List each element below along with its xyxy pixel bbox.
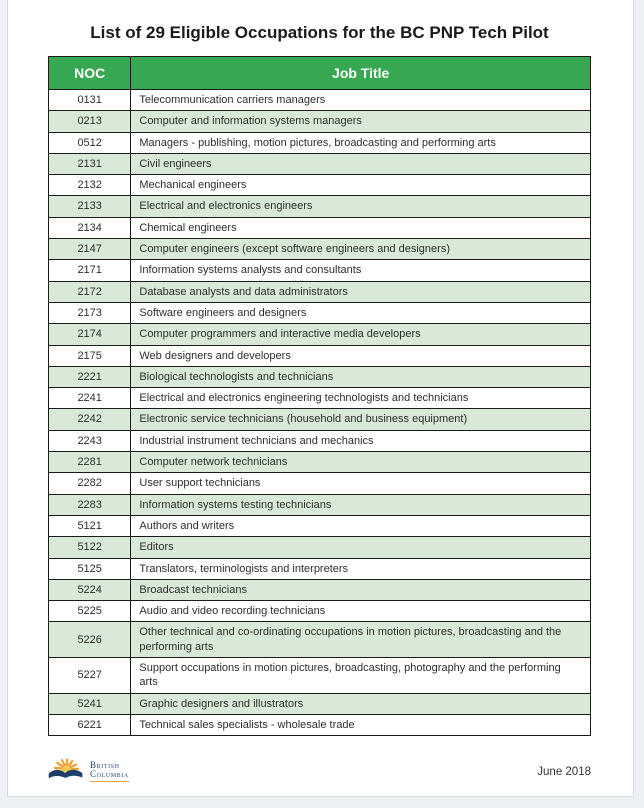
job-title-cell: Web designers and developers (131, 345, 591, 366)
bc-sunrise-logo-icon (46, 755, 86, 788)
page-title: List of 29 Eligible Occupations for the BC PNP Tech Pilot (90, 23, 549, 42)
logo-word-british: British (90, 759, 120, 770)
table-row (49, 111, 591, 132)
job-title-cell: Translators, terminologists and interpreters (131, 558, 591, 579)
header-row (49, 57, 591, 90)
noc-cell: 2175 (49, 345, 131, 366)
job-title-cell: Industrial instrument technicians and mechanics (131, 430, 591, 451)
table-row (49, 601, 591, 622)
noc-cell: 5224 (49, 579, 131, 600)
noc-cell: 5225 (49, 601, 131, 622)
table-row (49, 658, 591, 694)
noc-cell: 2283 (49, 494, 131, 515)
noc-cell: 5125 (49, 558, 131, 579)
noc-cell: 5227 (49, 658, 131, 694)
noc-cell: 2174 (49, 324, 131, 345)
occupations-table (48, 56, 591, 736)
job-title-cell: Civil engineers (131, 153, 591, 174)
noc-cell: 0213 (49, 111, 131, 132)
noc-cell: 5226 (49, 622, 131, 658)
job-title-cell: Chemical engineers (131, 217, 591, 238)
job-title-cell: Electrical and electronics engineers (131, 196, 591, 217)
table-row (49, 132, 591, 153)
bc-government-logo (46, 755, 129, 788)
table-row (49, 239, 591, 260)
noc-cell: 2281 (49, 452, 131, 473)
job-title-cell: Computer and information systems managers (131, 111, 591, 132)
table-row (49, 473, 591, 494)
table-row (49, 90, 591, 111)
document-page (7, 0, 634, 797)
job-title-cell: User support technicians (131, 473, 591, 494)
table-row (49, 558, 591, 579)
table-row (49, 196, 591, 217)
job-title-cell: Information systems analysts and consultants (131, 260, 591, 281)
table-row (49, 153, 591, 174)
job-title-cell: Authors and writers (131, 515, 591, 536)
job-title-cell: Information systems testing technicians (131, 494, 591, 515)
table-row (49, 324, 591, 345)
table-row (49, 693, 591, 714)
table-row (49, 302, 591, 323)
noc-cell: 2221 (49, 366, 131, 387)
job-title-cell: Electrical and electronics engineering technologists and technicians (131, 388, 591, 409)
table-row (49, 515, 591, 536)
noc-cell: 0512 (49, 132, 131, 153)
occupations-table-body (49, 90, 591, 736)
table-row (49, 388, 591, 409)
job-title-cell: Technical sales specialists - wholesale trade (131, 714, 591, 735)
job-title-cell: Computer engineers (except software engineers and designers) (131, 239, 591, 260)
noc-cell: 2133 (49, 196, 131, 217)
job-title-cell: Telecommunication carriers managers (131, 90, 591, 111)
noc-cell: 5241 (49, 693, 131, 714)
noc-cell: 5122 (49, 537, 131, 558)
table-row (49, 366, 591, 387)
job-title-cell: Other technical and co-ordinating occupations in motion pictures, broadcasting and the performing arts (131, 622, 591, 658)
noc-cell: 2147 (49, 239, 131, 260)
table-row (49, 260, 591, 281)
job-title-cell: Mechanical engineers (131, 175, 591, 196)
job-title-column-header: Job Title (131, 57, 591, 90)
noc-cell: 2134 (49, 217, 131, 238)
table-row (49, 452, 591, 473)
noc-cell: 0131 (49, 90, 131, 111)
table-row (49, 714, 591, 735)
table-row (49, 281, 591, 302)
job-title-cell: Database analysts and data administrators (131, 281, 591, 302)
table-row (49, 217, 591, 238)
table-row (49, 579, 591, 600)
logo-word-columbia: Columbia (90, 769, 129, 779)
table-row (49, 175, 591, 196)
job-title-cell: Electronic service technicians (household and business equipment) (131, 409, 591, 430)
noc-cell: 2131 (49, 153, 131, 174)
job-title-cell: Computer programmers and interactive media developers (131, 324, 591, 345)
noc-cell: 2132 (49, 175, 131, 196)
job-title-cell: Graphic designers and illustrators (131, 693, 591, 714)
noc-cell: 2241 (49, 388, 131, 409)
document-date: June 2018 (537, 765, 591, 778)
noc-cell: 2172 (49, 281, 131, 302)
table-row (49, 537, 591, 558)
job-title-cell: Audio and video recording technicians (131, 601, 591, 622)
job-title-cell: Computer network technicians (131, 452, 591, 473)
job-title-cell: Support occupations in motion pictures, broadcasting, photography and the performing arts (131, 658, 591, 694)
noc-cell: 2243 (49, 430, 131, 451)
noc-column-header: NOC (49, 57, 131, 90)
job-title-cell: Software engineers and designers (131, 302, 591, 323)
table-row (49, 409, 591, 430)
noc-cell: 2242 (49, 409, 131, 430)
table-row (49, 494, 591, 515)
job-title-cell: Editors (131, 537, 591, 558)
table-header (49, 57, 591, 90)
logo-wordmark (90, 761, 129, 783)
noc-cell: 5121 (49, 515, 131, 536)
noc-cell: 2282 (49, 473, 131, 494)
table-row (49, 345, 591, 366)
table-row (49, 622, 591, 658)
noc-cell: 2173 (49, 302, 131, 323)
document-content (8, 23, 633, 736)
job-title-cell: Biological technologists and technicians (131, 366, 591, 387)
job-title-cell: Broadcast technicians (131, 579, 591, 600)
job-title-cell: Managers - publishing, motion pictures, broadcasting and performing arts (131, 132, 591, 153)
noc-cell: 6221 (49, 714, 131, 735)
page-footer (46, 755, 591, 788)
table-row (49, 430, 591, 451)
noc-cell: 2171 (49, 260, 131, 281)
